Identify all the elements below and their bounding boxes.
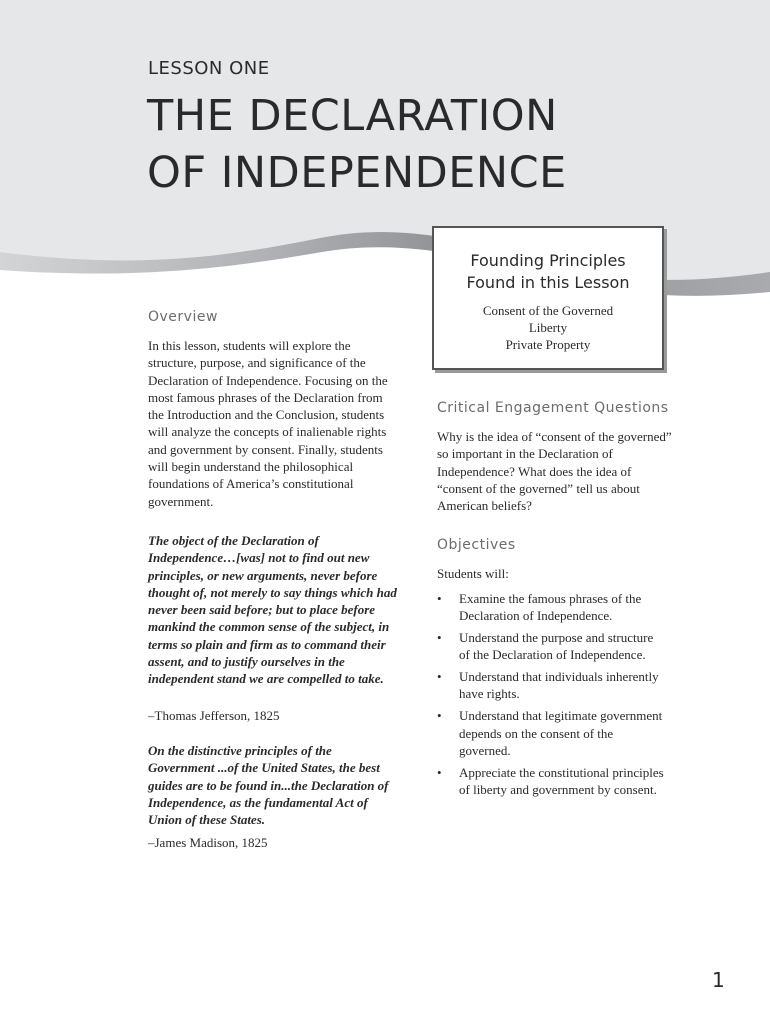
objective-item: • Understand that individuals inherently have rights.: [437, 668, 667, 703]
objectives-intro: Students will:: [437, 566, 509, 581]
principle-item: Liberty: [528, 320, 568, 335]
madison-attribution: –James Madison, 1825: [148, 835, 268, 850]
critical-questions-text: Why is the idea of “consent of the governed” so important in the Declaration of Independence? What does the idea of “consent of the governed” tell us about American beliefs?: [437, 429, 672, 514]
page-number: 1: [712, 968, 725, 992]
objectives-heading: Objectives: [437, 537, 516, 553]
founding-principles-title: [434, 250, 662, 294]
fp-title-line-1: Founding Principles: [470, 251, 626, 270]
title-line-1: THE DECLARATION: [147, 91, 558, 141]
page-title: [147, 88, 567, 202]
objective-item: • Understand that legitimate government depends on the consent of the governed.: [437, 707, 667, 759]
critical-questions-heading: Critical Engagement Questions: [437, 400, 669, 416]
objective-item: • Appreciate the constitutional principles of liberty and government by consent.: [437, 764, 667, 799]
objective-item: • Examine the famous phrases of the Declaration of Independence.: [437, 590, 667, 625]
founding-principles-list: [434, 302, 662, 353]
madison-quote: On the distinctive principles of the Government ...of the United States, the best guides are to be found in...the Declaration of Independence, as the fundamental Act of Union of these States.: [148, 743, 389, 828]
title-line-2: OF INDEPENDENCE: [147, 148, 567, 198]
jefferson-attribution: –Thomas Jefferson, 1825: [148, 708, 280, 723]
overview-heading: Overview: [148, 309, 218, 325]
founding-principles-box: [432, 226, 664, 370]
fp-title-line-2: Found in this Lesson: [466, 273, 630, 292]
objective-item: • Understand the purpose and structure of the Declaration of Independence.: [437, 629, 667, 664]
principle-item: Private Property: [505, 337, 591, 352]
jefferson-quote: The object of the Declaration of Independence…[was] not to find out new principles, or new arguments, never before thought of, not merely to say things which had never been said before; but to place before mankind the common sense of the subject, in terms so plain and firm as to command their assent, and to justify ourselves in the independent stand we are compelled to take.: [148, 533, 397, 687]
lesson-label: LESSON ONE: [148, 58, 270, 79]
objectives-list: [437, 590, 667, 803]
overview-text: In this lesson, students will explore the structure, purpose, and significance of the Declaration of Independence. Focusing on the most famous phrases of the Declaration from the Introduction and the Conclusion, students will analyze the concepts of inalienable rights and government by consent. Finally, students will begin understand the philosophical foundations of America’s constitutional government.: [148, 338, 388, 509]
principle-item: Consent of the Governed: [482, 303, 614, 318]
